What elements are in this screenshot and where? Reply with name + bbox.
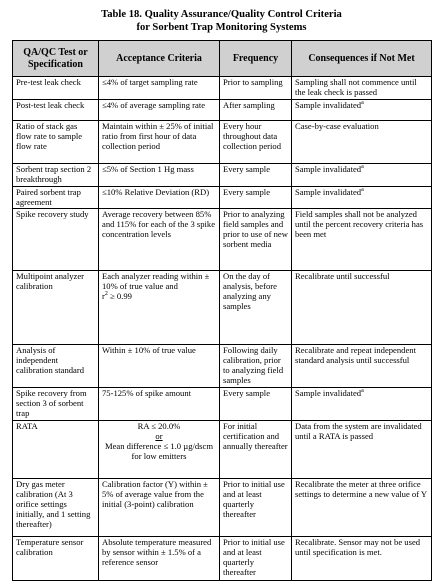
qaqc-table [12,40,432,581]
cell-frequency: Prior to initial use and at least quarterly thereafter [220,537,292,581]
table-title-line1: Table 18. Quality Assurance/Quality Control Criteria [101,9,342,20]
table-row [13,163,432,186]
cell-test: Multipoint analyzer calibration [13,271,99,345]
header-frequency: Frequency [220,41,292,77]
criteria-r-superscript: 2 [104,291,108,298]
table-row [13,271,432,345]
cell-consequence [292,163,432,186]
cell-criteria: Absolute temperature measured by sensor within ± 1.5% of a reference sensor [99,537,220,581]
criteria-r: r [102,291,105,302]
footnote-marker: a [361,99,364,106]
cell-consequence: Sampling shall not commence until the leak check is passed [292,77,432,100]
consequence-text: Sample invalidated [295,186,362,197]
table-row [13,209,432,271]
cell-test: RATA [13,421,99,479]
footnote-marker: a [361,163,364,170]
table-row [13,388,432,421]
table-title [12,8,431,34]
document [12,8,431,581]
cell-consequence: Recalibrate. Sensor may not be used until specification is met. [292,537,432,581]
cell-test: Spike recovery study [13,209,99,271]
cell-criteria: ≤4% of target sampling rate [99,77,220,100]
table-row [13,99,432,120]
consequence-text: Sample invalidated [295,163,362,174]
footnote-marker: a [361,186,364,193]
consequence-text: Sample invalidated [295,99,362,110]
cell-criteria [99,271,220,345]
cell-consequence: Recalibrate the meter at three orifice settings to determine a new value of Y [292,479,432,537]
cell-frequency: Every sample [220,186,292,209]
cell-consequence [292,186,432,209]
cell-consequence [292,99,432,120]
cell-criteria [99,421,220,479]
cell-frequency: On the day of analysis, before analyzing any samples [220,271,292,345]
footnote-marker: a [361,388,364,395]
criteria-or: or [155,431,163,442]
table-row [13,186,432,209]
cell-frequency: Every sample [220,163,292,186]
cell-test: Analysis of independent calibration standard [13,345,99,388]
table-row [13,77,432,100]
cell-consequence: Data from the system are invalidated until a RATA is passed [292,421,432,479]
cell-criteria: 75-125% of spike amount [99,388,220,421]
cell-frequency: Prior to initial use and at least quarterly thereafter [220,479,292,537]
cell-consequence: Recalibrate until successful [292,271,432,345]
table-row [13,120,432,163]
cell-frequency: Prior to sampling [220,77,292,100]
cell-test: Spike recovery from section 3 of sorbent trap [13,388,99,421]
cell-consequence: Field samples shall not be analyzed until the percent recovery criteria has been met [292,209,432,271]
table-row [13,479,432,537]
cell-consequence: Recalibrate and repeat independent standard analysis until successful [292,345,432,388]
criteria-ra: RA ≤ 20.0% [137,421,181,432]
cell-frequency: Every hour throughout data collection period [220,120,292,163]
criteria-mean-difference: Mean difference ≤ 1.0 µg/dscm for low emitters [104,440,214,461]
cell-frequency: After sampling [220,99,292,120]
header-criteria: Acceptance Criteria [99,41,220,77]
cell-criteria: ≤10% Relative Deviation (RD) [99,186,220,209]
table-row [13,345,432,388]
cell-criteria: ≤5% of Section 1 Hg mass [99,163,220,186]
cell-consequence [292,388,432,421]
table-title-line2: for Sorbent Trap Monitoring Systems [136,22,307,33]
cell-test: Temperature sensor calibration [13,537,99,581]
cell-test: Pre-test leak check [13,77,99,100]
cell-frequency: Prior to analyzing field samples and prior to use of new sorbent media [220,209,292,271]
cell-frequency: Following daily calibration, prior to analyzing field samples [220,345,292,388]
cell-frequency: Every sample [220,388,292,421]
cell-criteria: Average recovery between 85% and 115% for each of the 3 spike concentration levels [99,209,220,271]
table-row [13,537,432,581]
cell-criteria: Within ± 10% of true value [99,345,220,388]
cell-test: Sorbent trap section 2 breakthrough [13,163,99,186]
cell-consequence: Case-by-case evaluation [292,120,432,163]
cell-test: Dry gas meter calibration (At 3 orifice settings initially, and 1 setting thereafter) [13,479,99,537]
header-test: QA/QC Test or Specification [13,41,99,77]
cell-criteria: ≤4% of average sampling rate [99,99,220,120]
cell-test: Paired sorbent trap agreement [13,186,99,209]
cell-test: Post-test leak check [13,99,99,120]
header-row [13,41,432,77]
table-row [13,421,432,479]
criteria-text: Each analyzer reading within ± 10% of true value and [102,271,210,292]
cell-test: Ratio of stack gas flow rate to sample flow rate [13,120,99,163]
cell-criteria: Calibration factor (Y) within ± 5% of average value from the initial (3-point) calibration [99,479,220,537]
header-consequence: Consequences if Not Met [292,41,432,77]
cell-frequency: For initial certification and annually thereafter [220,421,292,479]
consequence-text: Sample invalidated [295,388,362,399]
criteria-r-value: ≥ 0.99 [107,291,132,302]
cell-criteria: Maintain within ± 25% of initial ratio from first hour of data collection period [99,120,220,163]
